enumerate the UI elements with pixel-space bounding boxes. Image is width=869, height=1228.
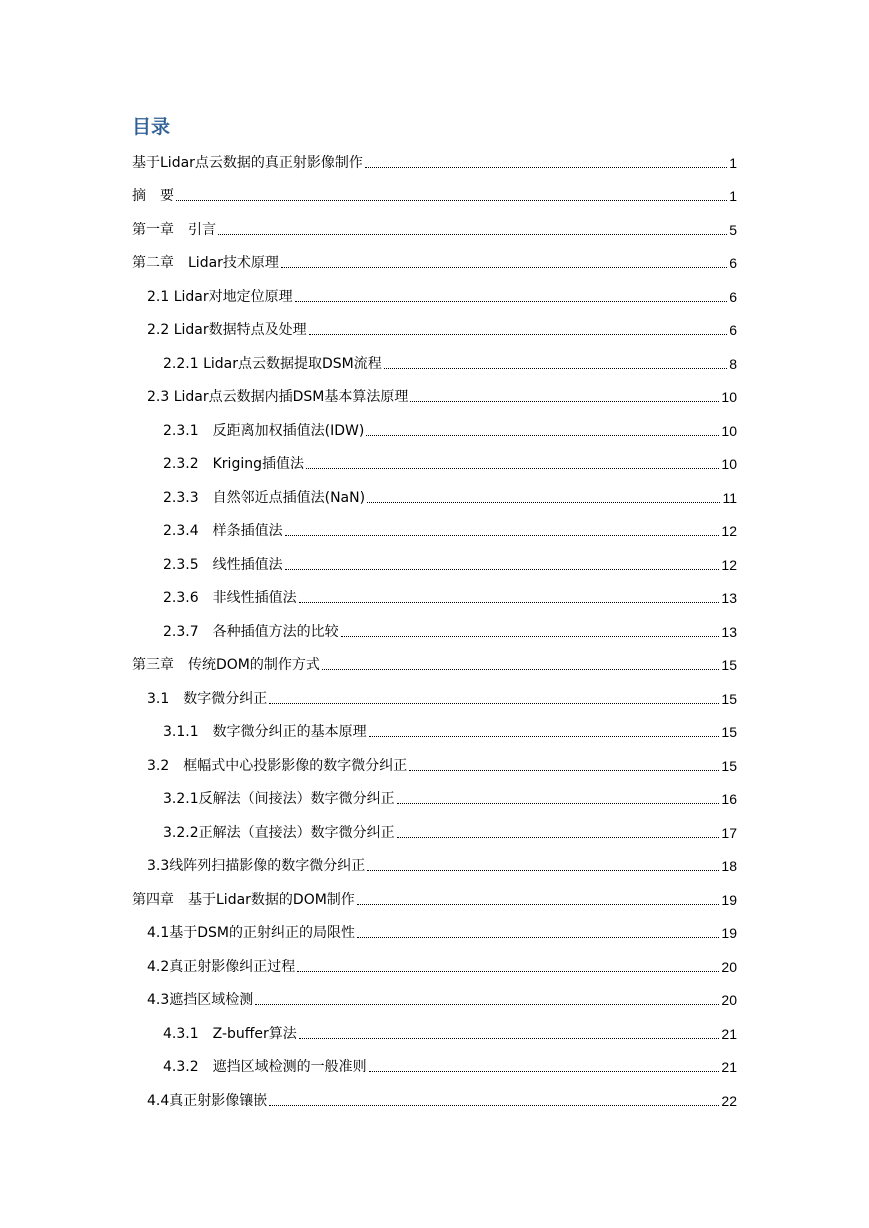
- toc-entry[interactable]: [147, 989, 737, 1011]
- toc-entry-label: 3.1.1 数字微分纠正的基本原理: [163, 724, 367, 740]
- dot-leader: [410, 401, 719, 402]
- toc-page-number: 1: [729, 155, 737, 171]
- toc-entry-label: 2.3.1 反距离加权插值法(IDW): [163, 423, 365, 439]
- dot-leader: [397, 837, 720, 838]
- dot-leader: [269, 703, 719, 704]
- toc-entry-label: 第四章 基于Lidar数据的DOM制作: [132, 892, 355, 908]
- dot-leader: [357, 904, 720, 905]
- toc-entry[interactable]: [132, 152, 737, 174]
- toc-entry[interactable]: [147, 755, 737, 777]
- toc-page-number: 15: [721, 657, 737, 673]
- toc-entry[interactable]: [163, 487, 737, 509]
- dot-leader: [295, 301, 728, 302]
- toc-page-number: 16: [721, 791, 737, 807]
- toc-page-number: 21: [721, 1059, 737, 1075]
- toc-entry[interactable]: [163, 353, 737, 375]
- toc-page-number: 12: [721, 523, 737, 539]
- toc-entry[interactable]: [163, 788, 737, 810]
- toc-page-number: 15: [721, 691, 737, 707]
- toc-page-number: 13: [721, 624, 737, 640]
- dot-leader: [341, 636, 720, 637]
- toc-entry-label: 3.2.2正解法（直接法）数字微分纠正: [163, 825, 395, 841]
- toc-entry[interactable]: [163, 453, 737, 475]
- toc-entry[interactable]: [132, 654, 737, 676]
- dot-leader: [269, 1105, 719, 1106]
- toc-entry-label: 2.3.3 自然邻近点插值法(NaN): [163, 490, 366, 506]
- toc-page-number: 22: [721, 1093, 737, 1109]
- toc-entry[interactable]: [163, 621, 737, 643]
- toc-page-number: 6: [729, 255, 737, 271]
- toc-page-number: 11: [722, 490, 737, 506]
- dot-leader: [285, 569, 720, 570]
- toc-entry[interactable]: [132, 219, 737, 241]
- toc-page-number: 19: [721, 925, 737, 941]
- toc-entry-label: 2.3.7 各种插值方法的比较: [163, 624, 339, 640]
- toc-page-number: 6: [729, 289, 737, 305]
- toc-page-number: 5: [729, 222, 737, 238]
- toc-page-number: 18: [721, 858, 737, 874]
- dot-leader: [218, 234, 727, 235]
- toc-entry[interactable]: [132, 889, 737, 911]
- toc-page-number: 20: [721, 959, 737, 975]
- toc-entry-label: 3.2 框幅式中心投影影像的数字微分纠正: [147, 758, 408, 774]
- toc-entry[interactable]: [163, 1056, 737, 1078]
- toc-page-number: 15: [721, 758, 737, 774]
- dot-leader: [281, 267, 727, 268]
- toc-entry-label: 3.1 数字微分纠正: [147, 691, 268, 707]
- toc-page-number: 17: [721, 825, 737, 841]
- toc-entry-label: 4.3.1 Z-buffer算法: [163, 1026, 297, 1042]
- toc-entry-label: 第三章 传统DOM的制作方式: [132, 657, 320, 673]
- dot-leader: [299, 602, 720, 603]
- dot-leader: [369, 1071, 720, 1072]
- dot-leader: [397, 803, 720, 804]
- toc-entry-label: 2.2.1 Lidar点云数据提取DSM流程: [163, 356, 382, 372]
- toc-entry[interactable]: [163, 520, 737, 542]
- toc-entry[interactable]: [147, 922, 737, 944]
- toc-entry[interactable]: [132, 185, 737, 207]
- dot-leader: [176, 200, 727, 201]
- dot-leader: [255, 1004, 719, 1005]
- dot-leader: [366, 435, 719, 436]
- dot-leader: [367, 502, 720, 503]
- toc-entry[interactable]: [147, 286, 737, 308]
- toc-entry[interactable]: [147, 386, 737, 408]
- toc-entry-label: 2.2 Lidar数据特点及处理: [147, 322, 307, 338]
- toc-entry[interactable]: [163, 420, 737, 442]
- dot-leader: [369, 736, 720, 737]
- toc-page-number: 1: [729, 188, 737, 204]
- dot-leader: [322, 669, 720, 670]
- toc-entry-label: 4.3.2 遮挡区域检测的一般准则: [163, 1059, 367, 1075]
- dot-leader: [365, 167, 727, 168]
- dot-leader: [297, 971, 719, 972]
- toc-entry[interactable]: [147, 319, 737, 341]
- toc-entry-label: 2.3 Lidar点云数据内插DSM基本算法原理: [147, 389, 409, 405]
- toc-entry-label: 第二章 Lidar技术原理: [132, 255, 279, 271]
- toc-entry[interactable]: [163, 721, 737, 743]
- dot-leader: [306, 468, 719, 469]
- toc-entry[interactable]: [147, 1090, 737, 1112]
- toc-entry-label: 摘 要: [132, 188, 174, 204]
- toc-entry-label: 4.2真正射影像纠正过程: [147, 959, 296, 975]
- dot-leader: [299, 1038, 720, 1039]
- toc-page-number: 20: [721, 992, 737, 1008]
- dot-leader: [409, 770, 719, 771]
- toc-entry-label: 3.3线阵列扫描影像的数字微分纠正: [147, 858, 366, 874]
- toc-page-number: 6: [729, 322, 737, 338]
- toc-page-number: 10: [721, 456, 737, 472]
- toc-page-number: 19: [721, 892, 737, 908]
- toc-page-number: 12: [721, 557, 737, 573]
- toc-entry-label: 2.3.4 样条插值法: [163, 523, 283, 539]
- toc-entry-label: 4.3遮挡区域检测: [147, 992, 254, 1008]
- toc-page-number: 21: [721, 1026, 737, 1042]
- toc-entry-label: 2.3.6 非线性插值法: [163, 590, 297, 606]
- toc-entry[interactable]: [147, 956, 737, 978]
- toc-entry-label: 4.1基于DSM的正射纠正的局限性: [147, 925, 356, 941]
- toc-entry-label: 基于Lidar点云数据的真正射影像制作: [132, 155, 363, 171]
- toc-page-number: 15: [721, 724, 737, 740]
- dot-leader: [384, 368, 727, 369]
- dot-leader: [367, 870, 719, 871]
- toc-entry-label: 2.1 Lidar对地定位原理: [147, 289, 293, 305]
- toc-entry-label: 4.4真正射影像镶嵌: [147, 1093, 268, 1109]
- toc-entry-label: 2.3.2 Kriging插值法: [163, 456, 304, 472]
- dot-leader: [357, 937, 719, 938]
- toc-page-number: 13: [721, 590, 737, 606]
- dot-leader: [309, 334, 728, 335]
- toc-entry-label: 第一章 引言: [132, 222, 216, 238]
- toc-entry[interactable]: [147, 855, 737, 877]
- dot-leader: [285, 535, 720, 536]
- toc-entry[interactable]: [132, 252, 737, 274]
- toc-title: 目录: [132, 116, 171, 138]
- toc-entry-label: 3.2.1反解法（间接法）数字微分纠正: [163, 791, 395, 807]
- toc-page-number: 10: [721, 389, 737, 405]
- toc-entry[interactable]: [163, 1023, 737, 1045]
- toc-entry-label: 2.3.5 线性插值法: [163, 557, 283, 573]
- toc-page-number: 10: [721, 423, 737, 439]
- toc-entry[interactable]: [163, 587, 737, 609]
- toc-entry[interactable]: [163, 554, 737, 576]
- toc-entry[interactable]: [147, 688, 737, 710]
- toc-entry[interactable]: [163, 822, 737, 844]
- toc-page-number: 8: [729, 356, 737, 372]
